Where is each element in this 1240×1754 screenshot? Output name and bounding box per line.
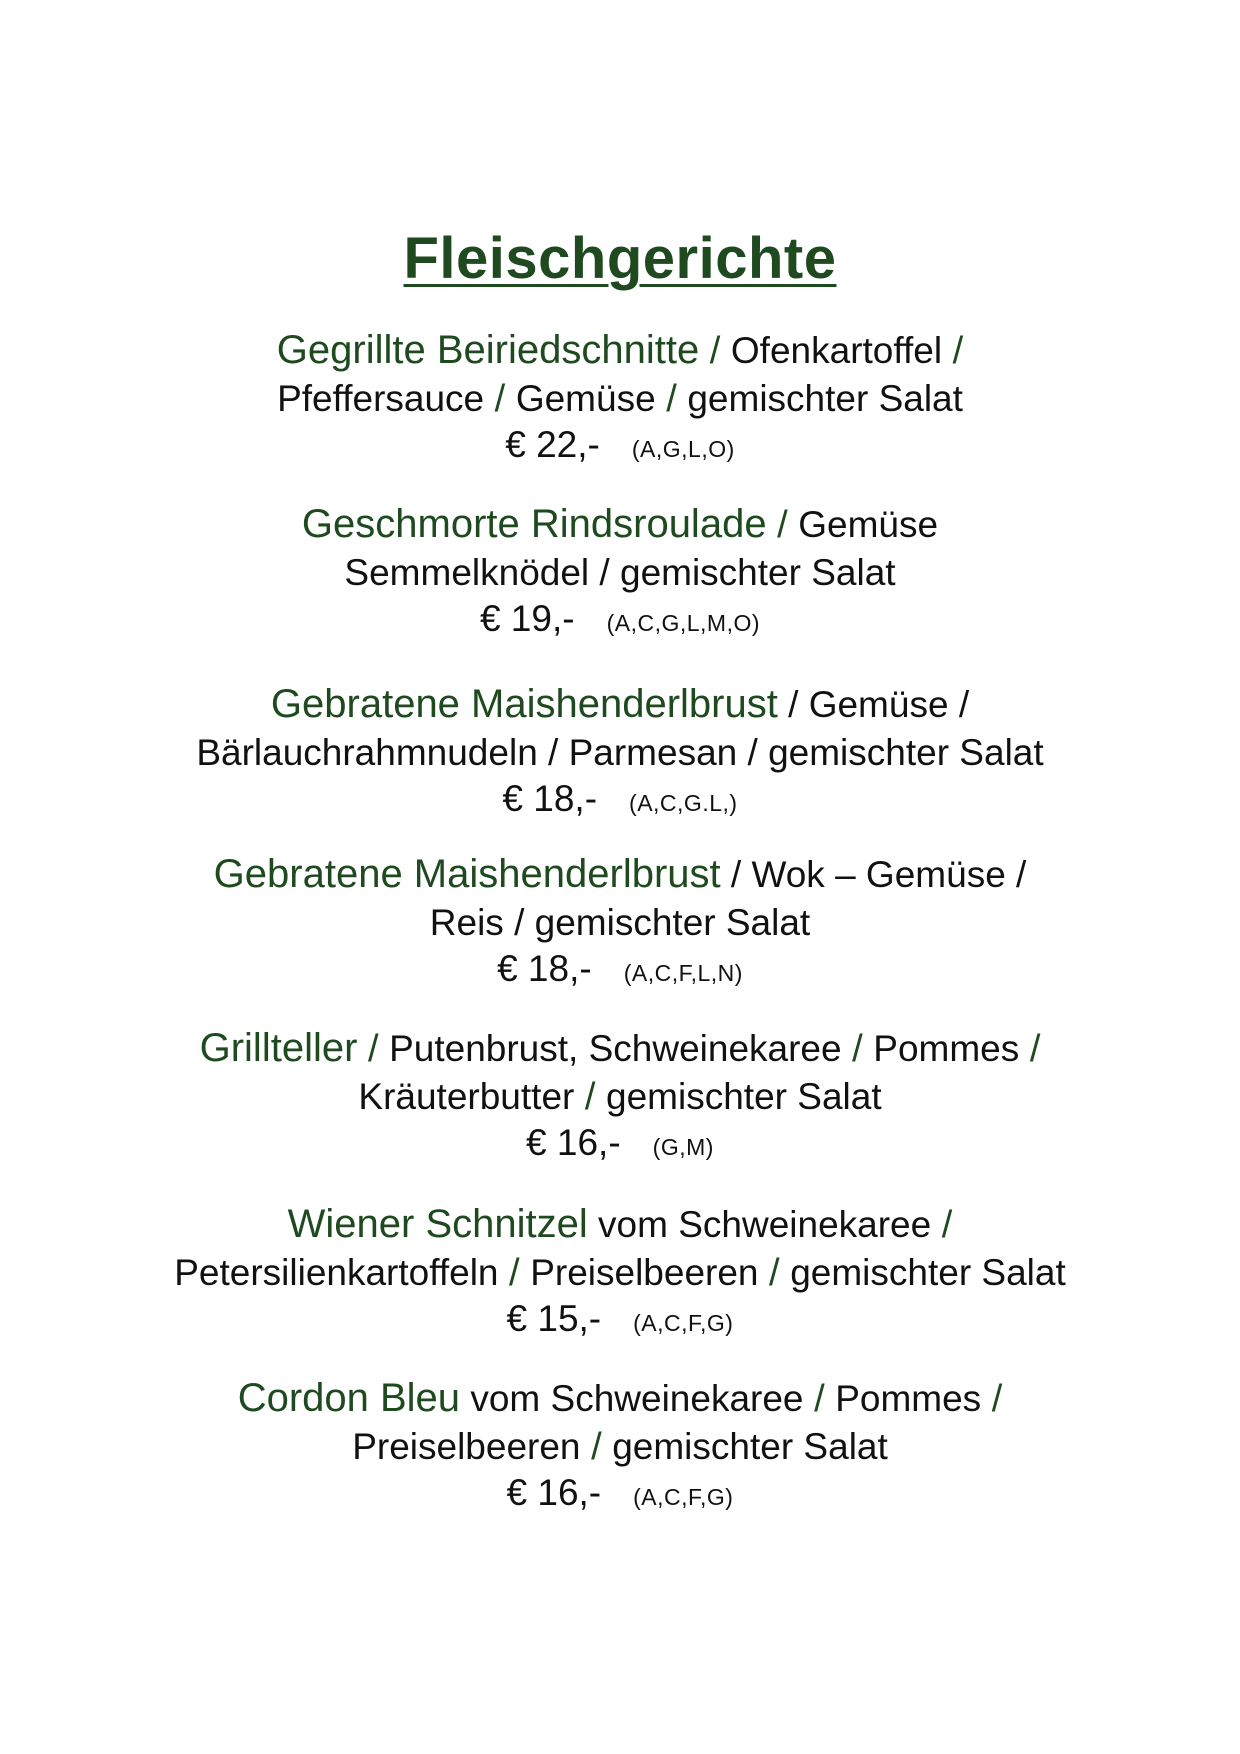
dish-side: Putenbrust, Schweinekaree xyxy=(389,1028,842,1069)
price: € 18,- xyxy=(497,948,592,989)
dish-line-2 xyxy=(0,1073,1240,1121)
menu-item-2 xyxy=(0,500,1240,645)
menu-item-3 xyxy=(0,680,1240,825)
dish-side: Preiselbeeren xyxy=(530,1252,759,1293)
menu-item-1 xyxy=(0,326,1240,471)
menu-item-6 xyxy=(0,1200,1240,1345)
price: € 16,- xyxy=(526,1122,621,1163)
separator: / xyxy=(357,1028,390,1070)
price: € 18,- xyxy=(502,778,598,819)
dish-side: Pommes xyxy=(835,1378,982,1419)
price-row xyxy=(0,597,1240,645)
price: € 19,- xyxy=(479,598,575,639)
allergen-codes: (A,C,G,L,M,O) xyxy=(606,610,761,636)
price-row xyxy=(0,423,1240,471)
dish-side: Semmelknödel / gemischter Salat xyxy=(344,552,896,593)
separator: / xyxy=(758,1252,791,1294)
dish-line-1 xyxy=(0,326,1240,375)
separator: / xyxy=(655,378,688,420)
dish-line-2 xyxy=(0,375,1240,423)
allergen-codes: (A,G,L,O) xyxy=(631,436,735,462)
dish-line-1 xyxy=(0,1374,1240,1423)
separator: / xyxy=(803,1378,836,1420)
allergen-codes: (A,C,F,L,N) xyxy=(623,960,743,986)
separator: / xyxy=(981,1378,1003,1420)
dish-line-2 xyxy=(0,1423,1240,1471)
dish-name: Gegrillte Beiriedschnitte xyxy=(276,328,700,372)
allergen-codes: (A,C,G.L,) xyxy=(629,790,738,816)
dish-name: Gebratene Maishenderlbrust xyxy=(213,852,721,896)
allergen-codes: (A,C,F,G) xyxy=(633,1310,734,1336)
dish-side: vom Schweinekaree xyxy=(587,1204,932,1245)
menu-item-4 xyxy=(0,850,1240,995)
dish-side: vom Schweinekaree xyxy=(460,1378,804,1419)
dish-side: Bärlauchrahmnudeln / Parmesan / gemischter Salat xyxy=(196,732,1044,773)
dish-side: / Wok – Gemüse / xyxy=(720,854,1027,895)
dish-line-1 xyxy=(0,1200,1240,1249)
dish-side: Pfeffersauce xyxy=(277,378,485,419)
dish-line-1 xyxy=(0,500,1240,549)
separator: / xyxy=(942,330,964,372)
dish-side: Reis / gemischter Salat xyxy=(429,902,811,943)
menu-item-7 xyxy=(0,1374,1240,1519)
dish-side: gemischter Salat xyxy=(612,1426,888,1467)
price-row xyxy=(0,1471,1240,1519)
price-row xyxy=(0,777,1240,825)
dish-name: Wiener Schnitzel xyxy=(287,1202,588,1246)
price: € 15,- xyxy=(506,1298,602,1339)
dish-side: Kräuterbutter xyxy=(358,1076,575,1117)
separator: / xyxy=(931,1204,953,1246)
separator: / xyxy=(841,1028,874,1070)
dish-name: Geschmorte Rindsroulade xyxy=(301,502,767,546)
dish-side: gemischter Salat xyxy=(606,1076,882,1117)
separator: / xyxy=(699,330,731,372)
price-row xyxy=(0,947,1240,995)
dish-line-2 xyxy=(0,899,1240,947)
separator: / xyxy=(574,1076,607,1118)
separator: / xyxy=(766,504,799,546)
dish-side: gemischter Salat xyxy=(687,378,963,419)
separator: / xyxy=(1019,1028,1041,1070)
page-title: Fleischgerichte xyxy=(403,225,837,291)
dish-side: Preiselbeeren xyxy=(352,1426,581,1467)
allergen-codes: (G,M) xyxy=(652,1134,714,1160)
dish-line-2 xyxy=(0,1249,1240,1297)
separator: / xyxy=(484,378,516,420)
dish-side: Gemüse xyxy=(798,504,939,545)
separator: / xyxy=(580,1426,613,1468)
dish-side: Petersilienkartoffeln xyxy=(174,1252,499,1293)
price-row xyxy=(0,1297,1240,1345)
dish-name: Gebratene Maishenderlbrust xyxy=(270,682,778,726)
dish-name: Grillteller xyxy=(199,1026,358,1070)
dish-side: Ofenkartoffel xyxy=(730,330,943,371)
price-row xyxy=(0,1121,1240,1169)
dish-line-1 xyxy=(0,1024,1240,1073)
dish-side: / Gemüse / xyxy=(777,684,970,725)
separator: / xyxy=(498,1252,531,1294)
price: € 16,- xyxy=(506,1472,602,1513)
dish-side: Gemüse xyxy=(515,378,656,419)
allergen-codes: (A,C,F,G) xyxy=(633,1484,734,1510)
dish-side: gemischter Salat xyxy=(790,1252,1066,1293)
dish-name: Cordon Bleu xyxy=(237,1376,461,1420)
dish-line-1 xyxy=(0,850,1240,899)
menu-item-5 xyxy=(0,1024,1240,1169)
dish-line-1 xyxy=(0,680,1240,729)
price: € 22,- xyxy=(505,424,600,465)
dish-line-2 xyxy=(0,729,1240,777)
dish-line-2 xyxy=(0,549,1240,597)
dish-side: Pommes xyxy=(873,1028,1020,1069)
